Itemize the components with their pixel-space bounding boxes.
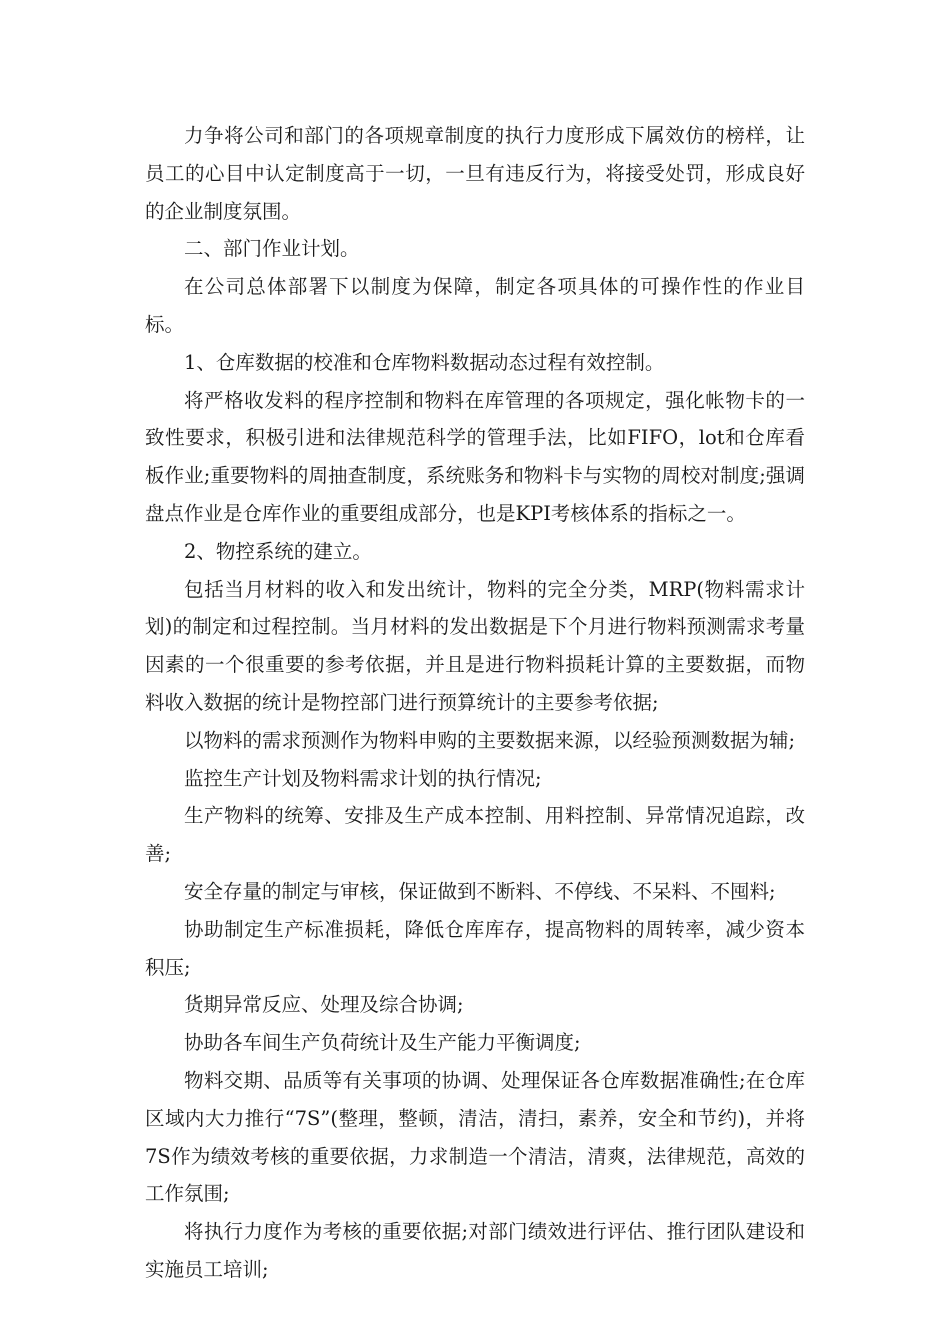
heading-material-control-system: 2、物控系统的建立。 [184, 539, 372, 563]
heading-department-plan: 二、部门作业计划。 [184, 237, 360, 261]
list-item-workshop-load: 协助各车间生产负荷统计及生产能力平衡调度; [184, 1031, 581, 1055]
list-item-7s: 物料交期、品质等有关事项的协调、处理保证各仓库数据准确性;在仓库区域内大力推行“7S”(整理，整顿，清洁，清扫，素养，安全和节约)，并将7S作为绩效考核的重要依据，力求制造一个清洁，清爽，法律规范，高效的工作氛围; [145, 1068, 805, 1206]
paragraph-plan-intro: 在公司总体部署下以制度为保障，制定各项具体的可操作性的作业目标。 [145, 275, 805, 336]
list-item-coordination: 生产物料的统筹、安排及生产成本控制、用料控制、异常情况追踪，改善; [145, 804, 805, 866]
heading-warehouse-data: 1、仓库数据的校准和仓库物料数据动态过程有效控制。 [184, 350, 665, 374]
list-item-demand-forecast: 以物料的需求预测作为物料申购的主要数据来源，以经验预测数据为辅; [184, 728, 796, 752]
list-item-delivery-exception: 货期异常反应、处理及综合协调; [184, 993, 464, 1017]
list-item-performance: 将执行力度作为考核的重要依据;对部门绩效进行评估、推行团队建设和实施员工培训; [145, 1220, 805, 1281]
list-item-standard-loss: 协助制定生产标准损耗，降低仓库库存，提高物料的周转率，减少资本积压; [145, 917, 805, 979]
paragraph-rules-example: 力争将公司和部门的各项规章制度的执行力度形成下属效仿的榜样，让员工的心目中认定制度高于一切，一旦有违反行为，将接受处罚，形成良好的企业制度氛围。 [145, 124, 805, 223]
list-item-safety-stock: 安全存量的制定与审核，保证做到不断料、不停线、不呆料、不囤料; [184, 879, 776, 903]
document-body [145, 117, 805, 1289]
paragraph-material-statistics: 包括当月材料的收入和发出统计，物料的完全分类，MRP(物料需求计划)的制定和过程控制。当月材料的发出数据是下个月进行物料预测需求考量因素的一个很重要的参考依据，并且是进行物料损耗计算的主要数据，而物料收入数据的统计是物控部门进行预算统计的主要参考依据; [145, 577, 805, 714]
paragraph-warehouse-control: 将严格收发料的程序控制和物料在库管理的各项规定，强化帐物卡的一致性要求，积极引进和法律规范科学的管理手法，比如FIFO，lot和仓库看板作业;重要物料的周抽查制度，系统账务和物料卡与实物的周校对制度;强调盘点作业是仓库作业的重要组成部分，也是KPI考核体系的指标之一。 [145, 388, 805, 525]
list-item-monitor-plan: 监控生产计划及物料需求计划的执行情况; [184, 766, 542, 790]
